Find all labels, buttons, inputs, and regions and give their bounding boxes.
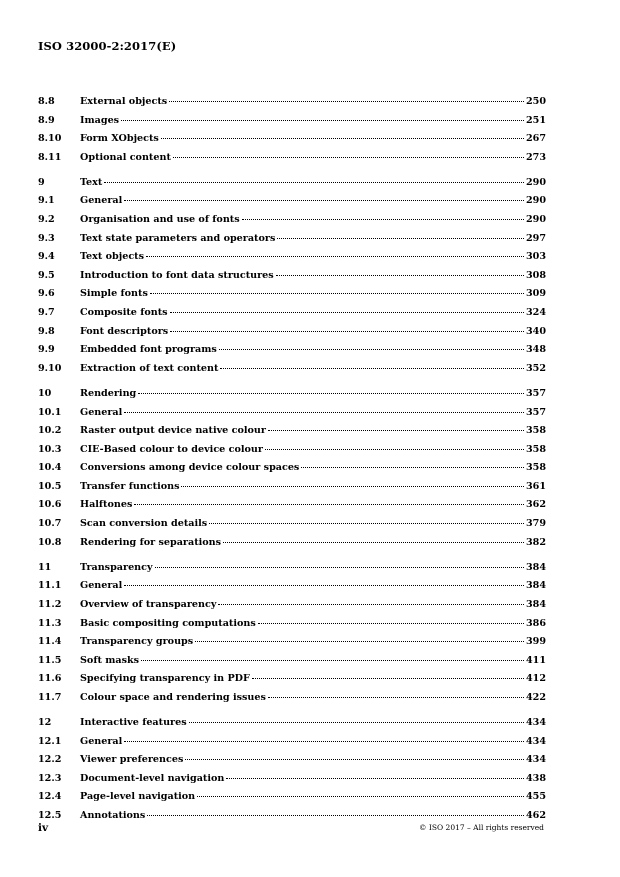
toc-entry[interactable]: [38, 323, 546, 342]
toc-entry-title: Transparency: [80, 561, 153, 573]
toc-dot-leader: [268, 696, 524, 698]
toc-dot-leader: [181, 485, 523, 487]
toc-entry-number: 9.7: [38, 307, 55, 319]
toc-entry-page: 290: [525, 214, 546, 226]
toc-entry-title: Images: [80, 114, 120, 126]
toc-dot-leader: [197, 795, 524, 797]
toc-entry-title: Soft masks: [80, 654, 140, 666]
toc-entry-title: Overview of transparency: [80, 598, 217, 610]
toc-dot-leader: [104, 181, 524, 183]
toc-dot-leader: [252, 677, 524, 679]
toc-dot-leader: [276, 274, 524, 276]
toc-entry-title: Extraction of text content: [80, 362, 219, 374]
toc-section: [38, 559, 546, 708]
toc-entry-title: General: [80, 580, 123, 592]
toc-entry-title: Page-level navigation: [80, 791, 196, 803]
toc-dot-leader: [146, 255, 524, 257]
toc-entry-page: 267: [525, 133, 546, 145]
toc-entry-number: 9.3: [38, 232, 55, 244]
toc-dot-leader: [220, 367, 524, 369]
toc-entry[interactable]: [38, 459, 546, 478]
toc-entry-page: 348: [525, 344, 546, 356]
toc-entry-page: 358: [525, 462, 546, 474]
toc-entry[interactable]: [38, 130, 546, 149]
toc-entry[interactable]: [38, 267, 546, 286]
toc-dot-leader: [258, 622, 524, 624]
toc-entry[interactable]: [38, 714, 546, 733]
toc-entry-title: Font descriptors: [80, 325, 169, 337]
toc-entry-title: Optional content: [80, 151, 171, 163]
toc-entry-page: 352: [525, 362, 546, 374]
toc-entry-number: 10.6: [38, 499, 62, 511]
toc-entry-page: 358: [525, 443, 546, 455]
table-of-contents: [38, 93, 546, 832]
toc-dot-leader: [209, 522, 524, 524]
toc-entry-number: 12.2: [38, 754, 62, 766]
toc-dot-leader: [124, 740, 524, 742]
toc-dot-leader: [161, 137, 524, 139]
toc-dot-leader: [170, 311, 524, 313]
toc-entry-title: General: [80, 195, 123, 207]
toc-dot-leader: [173, 156, 524, 158]
toc-entry-number: 9.4: [38, 251, 55, 263]
toc-entry-page: 340: [525, 325, 546, 337]
toc-entry-number: 12: [38, 717, 52, 728]
toc-entry[interactable]: [38, 285, 546, 304]
toc-dot-leader: [121, 119, 524, 121]
toc-entry-title: Embedded font programs: [80, 344, 217, 356]
toc-entry-title: Conversions among device colour spaces: [80, 462, 300, 474]
toc-entry-page: 357: [525, 406, 546, 418]
toc-entry-number: 10.8: [38, 536, 62, 548]
toc-dot-leader: [219, 348, 524, 350]
toc-entry-number: 8.11: [38, 151, 62, 163]
toc-entry-number: 11.2: [38, 598, 62, 610]
toc-entry-number: 10: [38, 387, 52, 399]
toc-entry-page: 386: [525, 617, 546, 629]
toc-entry-number: 10.7: [38, 518, 62, 530]
toc-dot-leader: [170, 330, 524, 332]
toc-entry[interactable]: [38, 770, 546, 789]
toc-entry-title: Text objects: [80, 251, 144, 263]
toc-entry-title: Specifying transparency in PDF: [80, 673, 250, 685]
toc-dot-leader: [268, 429, 524, 431]
toc-entry-number: 9.1: [38, 195, 55, 207]
toc-entry-page: 361: [525, 480, 546, 492]
copyright-notice: © ISO 2017 – All rights reserved: [419, 823, 544, 832]
toc-entry[interactable]: [38, 534, 546, 553]
toc-entry[interactable]: [38, 93, 546, 112]
toc-entry[interactable]: [38, 360, 546, 379]
toc-entry-number: 8.10: [38, 133, 62, 145]
toc-entry-title: Organisation and use of fonts: [80, 214, 240, 226]
toc-entry[interactable]: [38, 304, 546, 323]
toc-entry-title: Rendering for separations: [80, 536, 222, 548]
toc-entry-number: 10.1: [38, 406, 62, 418]
toc-entry-title: External objects: [80, 96, 168, 107]
toc-entry[interactable]: [38, 149, 546, 168]
toc-entry-title: Interactive features: [80, 717, 187, 728]
toc-entry-page: 250: [525, 96, 546, 107]
toc-entry[interactable]: [38, 615, 546, 634]
toc-entry-page: 455: [525, 791, 546, 803]
toc-entry[interactable]: [38, 192, 546, 211]
toc-entry-title: Transparency groups: [80, 636, 194, 648]
toc-entry[interactable]: [38, 652, 546, 671]
toc-entry[interactable]: [38, 751, 546, 770]
toc-dot-leader: [169, 100, 524, 102]
toc-entry[interactable]: [38, 515, 546, 534]
toc-entry-page: 358: [525, 425, 546, 437]
toc-dot-leader: [155, 566, 524, 568]
toc-entry-page: 324: [525, 307, 546, 319]
toc-entry-number: 12.4: [38, 791, 62, 803]
toc-entry-page: 297: [525, 232, 546, 244]
toc-entry-number: 9.8: [38, 325, 55, 337]
toc-entry-page: 357: [525, 387, 546, 399]
toc-entry[interactable]: [38, 633, 546, 652]
toc-entry-title: Viewer preferences: [80, 754, 184, 766]
toc-entry-page: 411: [525, 654, 546, 666]
toc-entry-page: 384: [525, 598, 546, 610]
toc-entry-page: 309: [525, 288, 546, 300]
toc-entry[interactable]: [38, 670, 546, 689]
toc-entry[interactable]: [38, 559, 546, 578]
toc-dot-leader: [242, 218, 524, 220]
toc-entry[interactable]: [38, 596, 546, 615]
toc-entry-title: Rendering: [80, 387, 137, 399]
toc-entry[interactable]: [38, 112, 546, 131]
toc-entry[interactable]: [38, 248, 546, 267]
toc-entry-number: 10.4: [38, 462, 62, 474]
toc-dot-leader: [134, 503, 524, 505]
toc-entry[interactable]: [38, 441, 546, 460]
toc-entry-title: General: [80, 406, 123, 418]
toc-dot-leader: [141, 659, 524, 661]
toc-entry-title: Simple fonts: [80, 288, 148, 300]
toc-entry-number: 9.5: [38, 269, 55, 281]
toc-entry-title: Annotations: [80, 809, 146, 821]
toc-dot-leader: [124, 411, 524, 413]
toc-entry[interactable]: [38, 478, 546, 497]
toc-entry[interactable]: [38, 230, 546, 249]
toc-entry[interactable]: [38, 385, 546, 404]
toc-entry-page: 251: [525, 114, 546, 126]
toc-dot-leader: [124, 199, 524, 201]
toc-entry[interactable]: [38, 733, 546, 752]
toc-section: [38, 385, 546, 552]
toc-section: [38, 174, 546, 379]
toc-entry[interactable]: [38, 422, 546, 441]
toc-entry[interactable]: [38, 174, 546, 193]
toc-entry[interactable]: [38, 211, 546, 230]
toc-entry-page: 412: [525, 673, 546, 685]
toc-entry-number: 11.3: [38, 617, 62, 629]
toc-entry-title: Text state parameters and operators: [80, 232, 276, 244]
toc-entry-number: 10.3: [38, 443, 62, 455]
toc-entry-page: 290: [525, 195, 546, 207]
toc-entry-number: 11.1: [38, 580, 62, 592]
toc-entry-page: 308: [525, 269, 546, 281]
toc-dot-leader: [218, 603, 524, 605]
toc-entry-page: 399: [525, 636, 546, 648]
toc-entry-title: Text: [80, 176, 103, 188]
toc-entry-number: 11.7: [38, 691, 62, 703]
toc-dot-leader: [301, 466, 524, 468]
toc-entry-title: Composite fonts: [80, 307, 168, 319]
toc-entry-number: 9.10: [38, 362, 62, 374]
toc-entry-number: 12.3: [38, 772, 62, 784]
toc-section: [38, 93, 546, 167]
toc-entry-title: Halftones: [80, 499, 133, 511]
toc-entry-number: 11.6: [38, 673, 62, 685]
toc-dot-leader: [147, 814, 524, 816]
toc-entry-page: 434: [525, 735, 546, 747]
toc-dot-leader: [226, 777, 524, 779]
toc-entry-title: Document-level navigation: [80, 772, 225, 784]
toc-entry-page: 362: [525, 499, 546, 511]
toc-dot-leader: [195, 640, 524, 642]
toc-entry-title: Transfer functions: [80, 480, 180, 492]
toc-dot-leader: [223, 541, 524, 543]
toc-entry-number: 8.9: [38, 114, 55, 126]
toc-section: [38, 714, 546, 826]
toc-entry-page: 384: [525, 580, 546, 592]
toc-dot-leader: [189, 721, 524, 723]
toc-entry-title: Form XObjects: [80, 133, 159, 145]
toc-entry-title: General: [80, 735, 123, 747]
toc-entry-title: Scan conversion details: [80, 518, 208, 530]
toc-entry-title: Raster output device native colour: [80, 425, 266, 437]
toc-entry[interactable]: [38, 788, 546, 807]
toc-entry-number: 11: [38, 561, 52, 573]
toc-entry-title: Introduction to font data structures: [80, 269, 274, 281]
toc-entry-page: 434: [525, 754, 546, 766]
page-number: iv: [38, 822, 49, 834]
toc-entry-page: 290: [525, 176, 546, 188]
toc-entry-page: 462: [525, 809, 546, 821]
toc-dot-leader: [138, 392, 524, 394]
toc-entry-number: 12.1: [38, 735, 62, 747]
toc-dot-leader: [124, 584, 524, 586]
toc-entry[interactable]: [38, 689, 546, 708]
toc-entry-number: 10.5: [38, 480, 62, 492]
toc-entry-number: 11.5: [38, 654, 62, 666]
toc-entry-number: 11.4: [38, 636, 62, 648]
toc-entry-number: 9: [38, 176, 45, 188]
toc-entry-page: 273: [525, 151, 546, 163]
toc-dot-leader: [265, 448, 524, 450]
document-id-header: ISO 32000-2:2017(E): [38, 39, 177, 53]
toc-entry-title: Colour space and rendering issues: [80, 691, 266, 703]
toc-entry-number: 8.8: [38, 96, 55, 107]
toc-entry-page: 303: [525, 251, 546, 263]
toc-entry[interactable]: [38, 404, 546, 423]
toc-entry-number: 9.9: [38, 344, 55, 356]
toc-entry-number: 10.2: [38, 425, 62, 437]
toc-entry-page: 379: [525, 518, 546, 530]
toc-entry[interactable]: [38, 341, 546, 360]
toc-entry-page: 384: [525, 561, 546, 573]
toc-entry[interactable]: [38, 577, 546, 596]
toc-entry-page: 422: [525, 691, 546, 703]
toc-entry-number: 12.5: [38, 809, 62, 821]
toc-entry[interactable]: [38, 496, 546, 515]
toc-entry-title: Basic compositing computations: [80, 617, 256, 629]
toc-dot-leader: [150, 292, 524, 294]
toc-dot-leader: [277, 237, 524, 239]
toc-entry-page: 434: [525, 717, 546, 728]
toc-entry-title: CIE-Based colour to device colour: [80, 443, 263, 455]
toc-entry-page: 438: [525, 772, 546, 784]
toc-entry-number: 9.6: [38, 288, 55, 300]
toc-entry-page: 382: [525, 536, 546, 548]
toc-dot-leader: [185, 758, 524, 760]
toc-entry-number: 9.2: [38, 214, 55, 226]
